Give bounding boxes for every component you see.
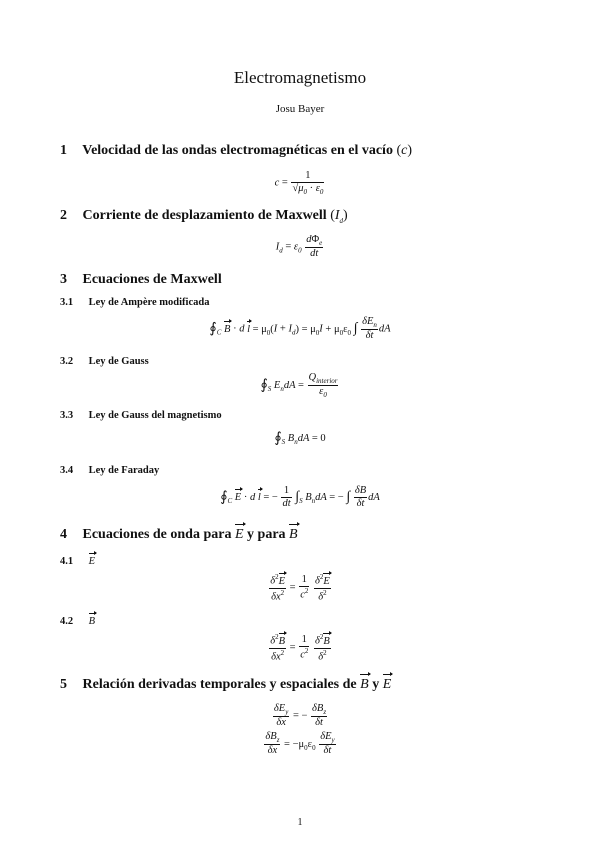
equation-ampere-law: $∮_C$ B · d $l = \mu_0(I + I_d) = \mu_0I + \mu_0\varepsilon_0$ ∫ $\frac{\delta E_n}{\delta t}$ dA bbox=[209, 316, 391, 342]
section-title: Ecuaciones de Maxwell bbox=[82, 272, 222, 287]
section-5-heading: 5 Relación derivadas temporales y espaciales de B y E bbox=[60, 677, 392, 692]
equation-gauss-law: $∮_S$ $E_ndA$ = $\frac{Q_{interior}}{\varepsilon_0}$ bbox=[260, 372, 338, 400]
page-number: 1 bbox=[297, 817, 303, 828]
equation-wave-e: $\frac{\delta^2E}{\delta x^2}$ = $\frac{1}{c^2}$ $\frac{\delta^2E}{\delta^2}$ bbox=[270, 573, 330, 603]
subsection-3-3-heading: 3.3 Ley de Gauss del magnetismo bbox=[60, 410, 222, 421]
subsection-4-1-heading: 4.1 E bbox=[60, 556, 96, 567]
equation-displacement-current: $I_d = \varepsilon_0$ $\frac{d\Phi_e}{dt}$ bbox=[275, 234, 323, 260]
equation-faraday-law: $∮_C$ E · d l = − $\frac{1}{dt}$ $\int_S$ $B_ndA$ = − ∫ $\frac{\delta B}{\delta t}$ dA bbox=[220, 485, 380, 510]
section-2-heading: 2 Corriente de desplazamiento de Maxwell $(I_d)$ bbox=[60, 208, 348, 225]
document-author: Josu Bayer bbox=[275, 103, 325, 115]
equation-relation-2: $\frac{\delta B_z}{\delta x}$ = $-\mu_0\varepsilon_0$ $\frac{\delta E_y}{\delta t}$ bbox=[265, 731, 335, 757]
section-1-heading: 1 Velocidad de las ondas electromagnéticas en el vacío (c) bbox=[60, 143, 413, 158]
subsection-3-2-heading: 3.2 Ley de Gauss bbox=[60, 356, 149, 367]
subsection-3-1-heading: 3.1 Ley de Ampère modificada bbox=[60, 297, 210, 308]
equation-gauss-magnetism: $∮_S$ $B_ndA = 0$ bbox=[274, 431, 326, 446]
section-title: Corriente de desplazamiento de Maxwell bbox=[82, 208, 327, 223]
document-title: Electromagnetismo bbox=[233, 68, 367, 87]
equation-wave-b: $\frac{\delta^2B}{\delta x^2}$ = $\frac{1}{c^2}$ $\frac{\delta^2B}{\delta^2}$ bbox=[270, 633, 330, 663]
section-title: Velocidad de las ondas electromagnéticas en el vacío bbox=[82, 143, 393, 158]
section-4-heading: 4 Ecuaciones de onda para E y para B bbox=[60, 527, 298, 542]
section-3-heading: 3 Ecuaciones de Maxwell bbox=[60, 272, 222, 287]
subsection-3-4-heading: 3.4 Ley de Faraday bbox=[60, 465, 160, 476]
equation-speed-of-light: c = $\frac{1}{√\mu_0 \cdot \varepsilon_0}$ bbox=[274, 170, 324, 197]
equation-relation-1: $\frac{\delta E_y}{\delta x}$ = − $\frac{\delta B_z}{\delta t}$ bbox=[273, 703, 327, 729]
section-number: 1 bbox=[60, 143, 67, 158]
subsection-4-2-heading: 4.2 B bbox=[60, 616, 96, 627]
